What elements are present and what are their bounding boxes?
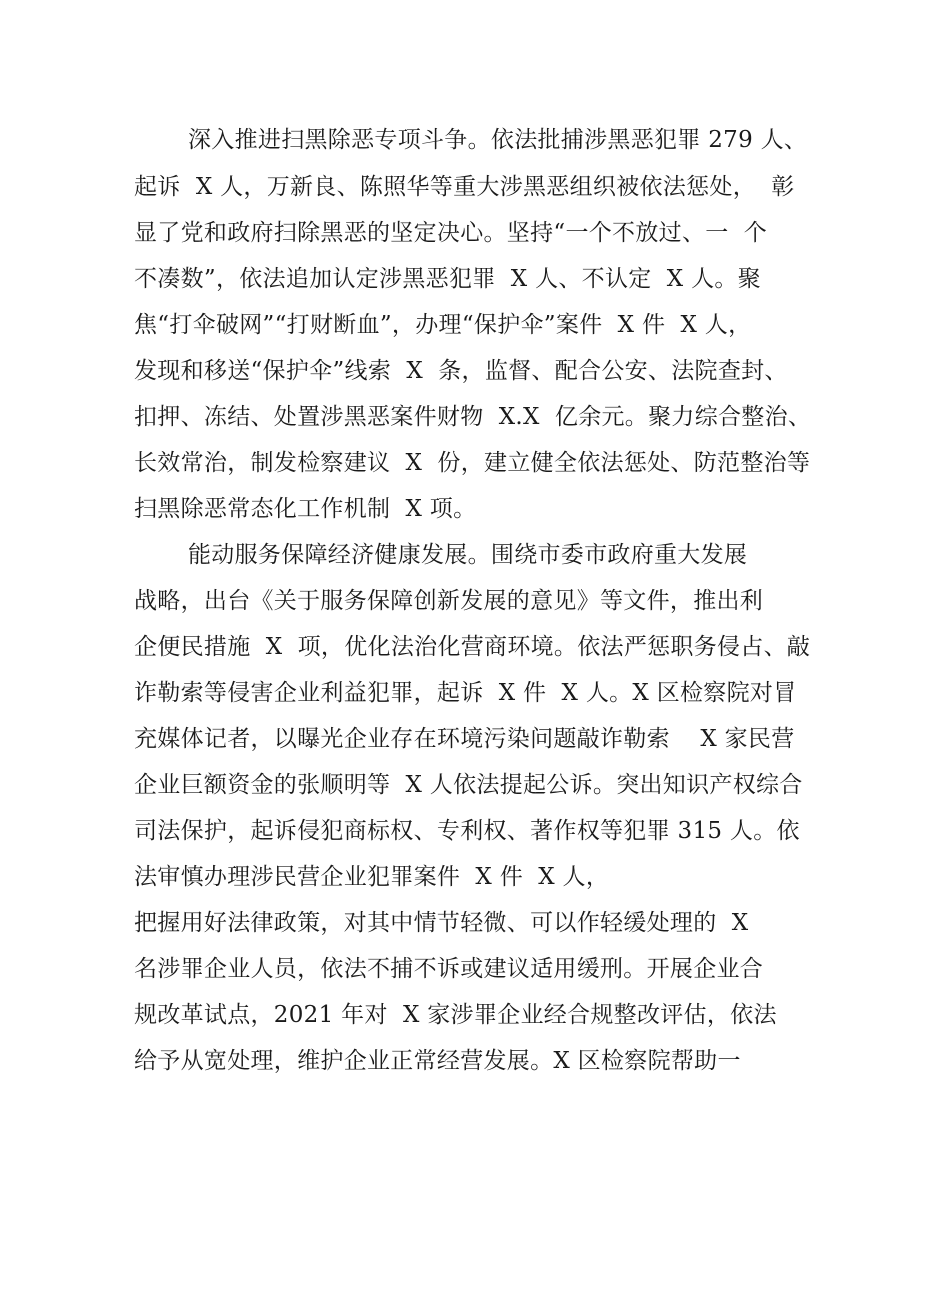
text-line: 司法保护，起诉侵犯商标权、专利权、著作权等犯罪 315 人。依 bbox=[134, 818, 800, 844]
text-line: 焦“打伞破网”“打财断血”，办理“保护伞”案件 X 件 X 人， bbox=[134, 312, 752, 338]
text-line: 诈勒索等侵害企业利益犯罪，起诉 X 件 X 人。X 区检察院对冒 bbox=[134, 680, 797, 706]
text-line: 扣押、冻结、处置涉黑恶案件财物 X.X 亿余元。聚力综合整治、 bbox=[134, 404, 812, 430]
text-line: 充媒体记者，以曝光企业存在环境污染问题敲诈勒索 X 家民营 bbox=[134, 726, 795, 752]
text-line: 深入推进扫黑除恶专项斗争。依法批捕涉黑恶犯罪 279 人、 bbox=[188, 127, 808, 153]
text-line: 不凑数”，依法追加认定涉黑恶犯罪 X 人、不认定 X 人。聚 bbox=[134, 266, 761, 292]
text-line: 规改革试点，2021 年对 X 家涉罪企业经合规整改评估，依法 bbox=[134, 1002, 777, 1028]
text-line: 能动服务保障经济健康发展。围绕市委市政府重大发展 bbox=[188, 542, 748, 568]
text-line: 战略，出台《关于服务保障创新发展的意见》等文件，推出利 bbox=[134, 588, 764, 614]
text-line: 发现和移送“保护伞”线索 X 条，监督、配合公安、法院查封、 bbox=[134, 358, 788, 384]
text-line: 企业巨额资金的张顺明等 X 人依法提起公诉。突出知识产权综合 bbox=[134, 772, 803, 798]
text-line: 法审慎办理涉民营企业犯罪案件 X 件 X 人， bbox=[134, 864, 610, 890]
text-line: 扫黑除恶常态化工作机制 X 项。 bbox=[134, 496, 477, 522]
text-line: 把握用好法律政策，对其中情节轻微、可以作轻缓处理的 X bbox=[134, 910, 749, 936]
text-line: 名涉罪企业人员，依法不捕不诉或建议适用缓刑。开展企业合 bbox=[134, 956, 764, 982]
text-line: 长效常治，制发检察建议 X 份，建立健全依法惩处、防范整治等 bbox=[134, 450, 811, 476]
text-line: 给予从宽处理，维护企业正常经营发展。X 区检察院帮助一 bbox=[134, 1048, 741, 1074]
text-line: 企便民措施 X 项，优化法治化营商环境。依法严惩职务侵占、敲 bbox=[134, 634, 811, 660]
text-line: 显了党和政府扫除黑恶的坚定决心。坚持“一个不放过、一 个 bbox=[134, 220, 768, 246]
text-line: 起诉 X 人，万新良、陈照华等重大涉黑恶组织被依法惩处， 彰 bbox=[134, 174, 795, 200]
